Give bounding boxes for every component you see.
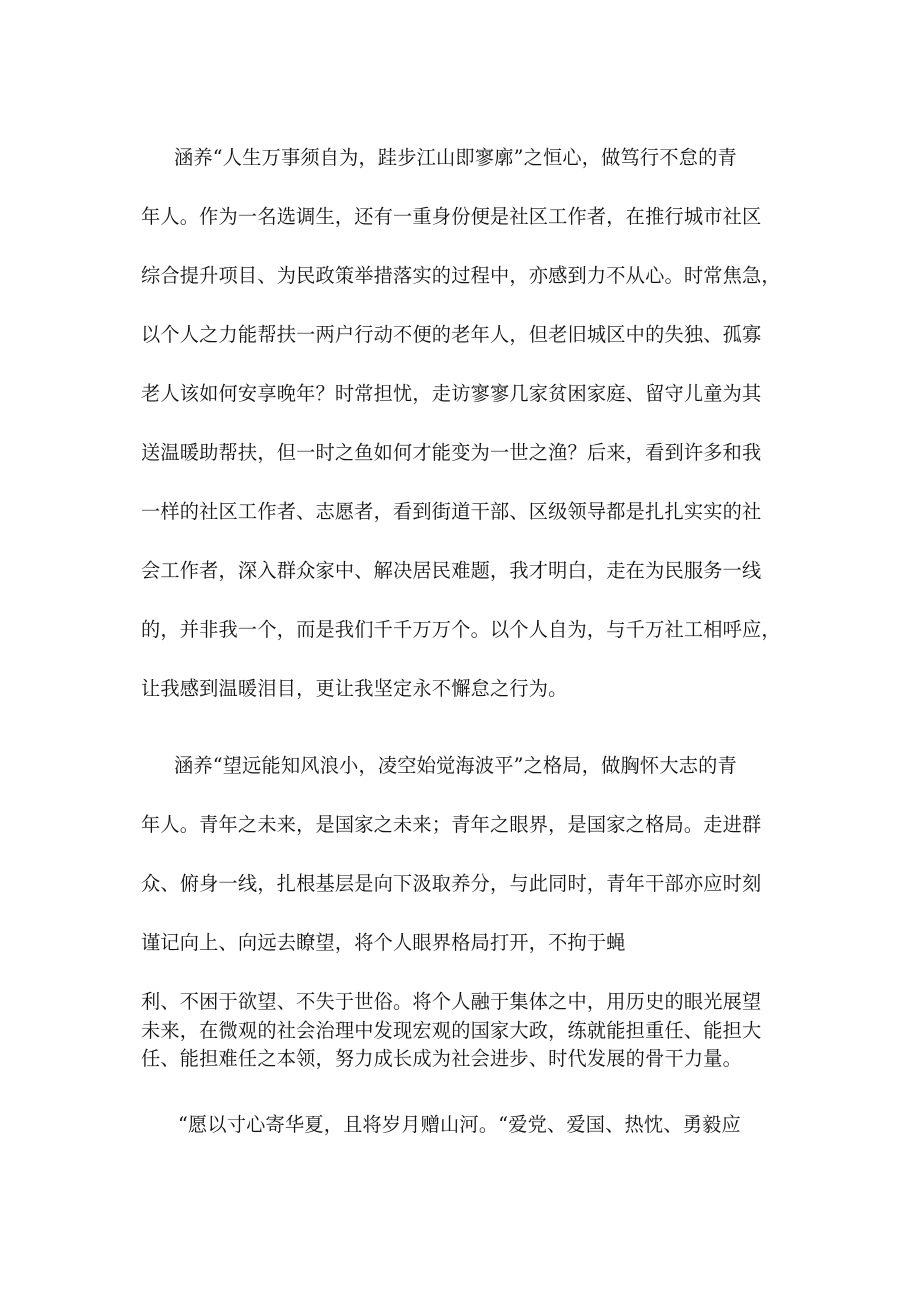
- paragraph-line: 综合提升项目、为民政策举措落实的过程中，亦感到力不从心。时常焦急，: [141, 264, 781, 287]
- paragraph-line: 年人。作为一名选调生，还有一重身份便是社区工作者，在推行城市社区: [141, 205, 762, 228]
- paragraph-line: 谨记向上、向远去瞭望，将个人眼界格局打开，不拘于蝇: [141, 931, 626, 954]
- paragraph-line: 涵养“人生万事须自为，跬步江山即寥廓”之恒心，做笃行不怠的青: [174, 146, 737, 169]
- paragraph-line: 的，并非我一个，而是我们千千万万个。以个人自为，与千万社工相呼应，: [141, 618, 781, 641]
- paragraph-line: “愿以寸心寄华夏，且将岁月赠山河。“爱党、爱国、热忱、勇毅应: [178, 1113, 741, 1136]
- paragraph-line: 老人该如何安享晚年？时常担忧，走访寥寥几家贫困家庭、留守儿童为其: [141, 382, 762, 405]
- paragraph-line: 未来，在微观的社会治理中发现宏观的国家大政，练就能担重任、能担大: [141, 1019, 762, 1042]
- paragraph-line: 会工作者，深入群众家中、解决居民难题，我才明白，走在为民服务一线: [141, 559, 762, 582]
- paragraph-line: 众、俯身一线，扎根基层是向下汲取养分，与此同时，青年干部亦应时刻: [141, 872, 762, 895]
- paragraph-line: 年人。青年之未来，是国家之未来；青年之眼界，是国家之格局。走进群: [141, 813, 762, 836]
- paragraph-line: 任、能担难任之本领，努力成长成为社会进步、时代发展的骨干力量。: [141, 1047, 743, 1070]
- paragraph-line: 让我感到温暖泪目，更让我坚定永不懈怠之行为。: [141, 677, 568, 700]
- paragraph-line: 以个人之力能帮扶一两户行动不便的老年人，但老旧城区中的失独、孤寡: [141, 323, 762, 346]
- paragraph-line: 利、不困于欲望、不失于世俗。将个人融于集体之中，用历史的眼光展望: [141, 990, 762, 1013]
- paragraph-line: 涵养“望远能知风浪小，凌空始觉海波平”之格局，做胸怀大志的青: [174, 754, 737, 777]
- paragraph-line: 一样的社区工作者、志愿者，看到街道干部、区级领导都是扎扎实实的社: [141, 500, 762, 523]
- paragraph-line: 送温暖助帮扶，但一时之鱼如何才能变为一世之渔？后来，看到许多和我: [141, 441, 762, 464]
